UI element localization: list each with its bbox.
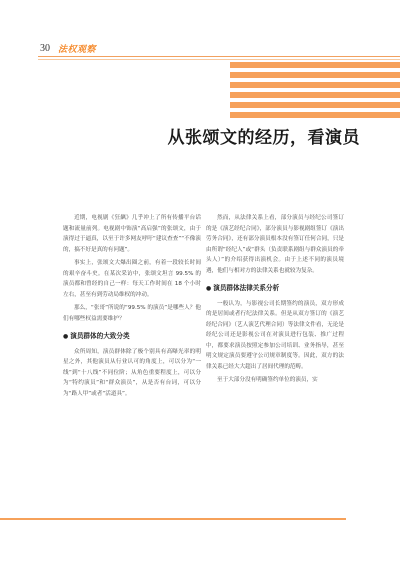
article-title: 从张颂文的经历，看演员: [167, 128, 360, 148]
paragraph: 那么，“张哥”所说的“99.5% 的演员”是哪些人？他们有哪些权益需要维护？: [63, 305, 201, 322]
header-divider-secondary: [38, 59, 400, 60]
paragraph: 众所周知，演员群体除了极个别具有高曝光率的明星之外，其他演员从行业认可的角度上，可以分为“一线”到“十八线”不同位阶；从角色重要程度上，可以分为“特约演员”和“群众演员”，从是否有台词，可以分为“路人甲”或者“活道具”。: [63, 348, 201, 397]
paragraph: 至于大部分没有明确签约单位的演员，实: [217, 377, 318, 383]
section-heading: [63, 331, 201, 343]
section-heading-text: 演员群体的大致分类: [70, 332, 130, 340]
stripe-1: [230, 62, 400, 68]
paragraph: 近期，电视剧《狂飙》几乎冲上了所有传播平台话题和流量前列。电视剧中饰演“高启强”的张颂文，由于演得过于逼真，以至于许多网友呼吁“建议查查”“不像演的，搞不好是真的有问题”。: [63, 215, 201, 253]
stripe-5: [230, 102, 400, 108]
stripe-4: [230, 92, 400, 98]
decorative-stripes: [230, 62, 400, 127]
stripe-6: [230, 112, 400, 118]
section-tag: 法权观察: [58, 45, 97, 55]
page-number: 30: [40, 43, 50, 54]
paragraph: 一般认为，与影视公司长期签约的演员，双方形成的是居间或者行纪法律关系。但是从双方签订的《演艺经纪合同》（艺人演艺代理合同）等法律文件看，无论是经纪公司还是影视公司在对演员进行包装、推广过程中，都要求演员按照定参加公司培训、业务指导，甚至明文规定演员要遵守公司规章制度等。因此，双方的法律关系已经大大超出了居间代理的范畴。: [206, 300, 344, 370]
article-column-right: [206, 213, 344, 389]
bullet-icon: ●: [63, 333, 69, 340]
stripe-3: [230, 82, 400, 88]
paragraph: 事实上，张颂文大爆出圈之前，有着一段较长时间的艰辛奋斗史。在某次采访中，张颂文坦言 99.5% 的演员都和曾经的自己一样：每天工作时间在 18 个小时左右，甚至有到劳动局维权的冲动。: [63, 260, 201, 298]
footer-divider: [0, 518, 346, 520]
section-heading: [206, 283, 344, 295]
paragraph: 然而，从法律关系上看，部分演员与经纪公司签订的是《演艺经纪合同》，部分演员与影视剧组签订《演出劳务合同》，还有部分演员根本没有签订任何合同，只是由所谓“经纪人”或“群头（负责联系剧组与群众演员的牵头人）”的介绍获得出演机会。由于上述不同的演员境遇，他们与相对方的法律关系也就较为复杂。: [206, 215, 344, 274]
section-heading-text: 演员群体法律关系分析: [213, 284, 280, 292]
article-column-left: [63, 213, 201, 402]
stripe-2: [230, 72, 400, 78]
header-divider: [38, 56, 400, 57]
bullet-icon: ●: [206, 285, 212, 292]
